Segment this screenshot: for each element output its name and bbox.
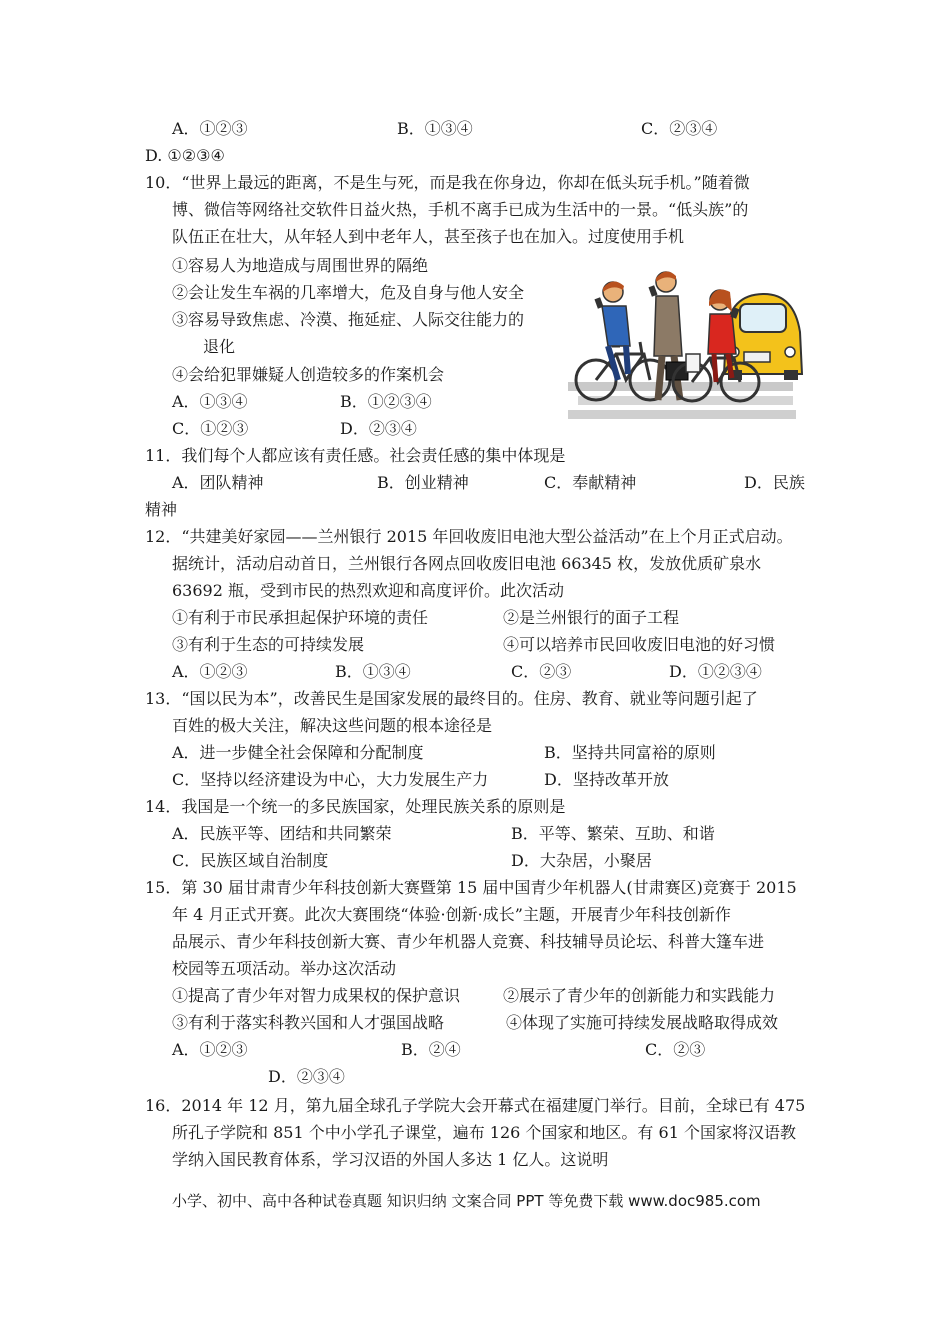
q14-option-b: B．平等、繁荣、互助、和谐: [511, 824, 715, 843]
q15-stem-line-4: 校园等五项活动。举办这次活动: [172, 959, 397, 978]
q10-option-b: B．①②③④: [340, 392, 432, 411]
q10-statement-3-cont: 退化: [203, 337, 236, 356]
q15-option-a: A．①②③: [172, 1040, 248, 1059]
q13-option-b: B．坚持共同富裕的原则: [544, 743, 716, 762]
q11-option-d: D．民族: [744, 473, 805, 492]
q15-stem-line-3: 品展示、青少年科技创新大赛、青少年机器人竞赛、科技辅导员论坛、科普大篷车进: [172, 932, 765, 951]
q9-option-a: A．①②③: [172, 119, 248, 138]
q11-stem: 11．我们每个人都应该有责任感。社会责任感的集中体现是: [145, 446, 566, 465]
q11-option-b: B．创业精神: [377, 473, 469, 492]
q10-statement-1: ①容易人为地造成与周围世界的隔绝: [172, 256, 429, 275]
q11-option-d-cont: 精神: [145, 500, 178, 519]
q12-option-c: C．②③: [511, 662, 572, 681]
page-footer: 小学、初中、高中各种试卷真题 知识归纳 文案合同 PPT 等免费下载 www.doc985.com: [172, 1192, 761, 1210]
q16-stem-line-1: 16．2014 年 12 月，第九届全球孔子学院大会开幕式在福建厦门举行。目前，全球已有 475: [145, 1096, 806, 1115]
q9-option-d: D. ①②③④: [145, 146, 225, 165]
q16-stem-line-2: 所孔子学院和 851 个中小学孔子课堂，遍布 126 个国家和地区。有 61 个国家将汉语教: [172, 1123, 796, 1142]
q12-statement-1: ①有利于市民承担起保护环境的责任: [172, 608, 429, 627]
q10-stem-line-1: 10．“世界上最远的距离，不是生与死，而是我在你身边，你却在低头玩手机。”随着微: [145, 173, 750, 192]
q12-option-a: A．①②③: [172, 662, 248, 681]
q11-option-a: A．团队精神: [172, 473, 264, 492]
q12-option-b: B．①③④: [335, 662, 411, 681]
q15-stem-line-1: 15．第 30 届甘肃青少年科技创新大赛暨第 15 届中国青少年机器人(甘肃赛区)竞赛于 2015: [145, 878, 797, 897]
q13-option-a: A．进一步健全社会保障和分配制度: [172, 743, 424, 762]
q15-stem-line-2: 年 4 月正式开赛。此次大赛围绕“体验·创新·成长”主题，开展青少年科技创新作: [172, 905, 731, 924]
q12-option-d: D．①②③④: [669, 662, 762, 681]
q14-option-c: C．民族区域自治制度: [172, 851, 329, 870]
q9-option-b: B．①③④: [397, 119, 473, 138]
q10-statement-3: ③容易导致焦虑、冷漠、拖延症、人际交往能力的: [172, 310, 525, 329]
q15-statement-1: ①提高了青少年对智力成果权的保护意识: [172, 986, 461, 1005]
q10-option-d: D．②③④: [340, 419, 417, 438]
q10-statement-4: ④会给犯罪嫌疑人创造较多的作案机会: [172, 365, 445, 384]
q14-option-d: D．大杂居，小聚居: [511, 851, 652, 870]
q13-stem-line-2: 百姓的极大关注，解决这些问题的根本途径是: [172, 716, 493, 735]
q14-option-a: A．民族平等、团结和共同繁荣: [172, 824, 392, 843]
q14-stem: 14．我国是一个统一的多民族国家，处理民族关系的原则是: [145, 797, 566, 816]
q10-statement-2: ②会让发生车祸的几率增大，危及自身与他人安全: [172, 283, 525, 302]
q13-option-d: D．坚持改革开放: [544, 770, 669, 789]
q10-stem-line-3: 队伍正在壮大，从年轻人到中老年人，甚至孩子也在加入。过度使用手机: [172, 227, 685, 246]
q12-statement-2: ②是兰州银行的面子工程: [503, 608, 680, 627]
q16-stem-line-3: 学纳入国民教育体系，学习汉语的外国人多达 1 亿人。这说明: [172, 1150, 609, 1169]
q12-stem-line-2: 据统计，活动启动首日，兰州银行各网点回收废旧电池 66345 枚，发放优质矿泉水: [172, 554, 762, 573]
q15-option-d: D．②③④: [268, 1067, 345, 1086]
q13-option-c: C．坚持以经济建设为中心，大力发展生产力: [172, 770, 489, 789]
q15-statement-3: ③有利于落实科教兴国和人才强国战略: [172, 1013, 445, 1032]
q12-stem-line-3: 63692 瓶，受到市民的热烈欢迎和高度评价。此次活动: [172, 581, 564, 600]
q13-stem-line-1: 13．“国以民为本”，改善民生是国家发展的最终目的。住房、教育、就业等问题引起了: [145, 689, 758, 708]
q15-option-c: C．②③: [645, 1040, 706, 1059]
q15-statement-2: ②展示了青少年的创新能力和实践能力: [503, 986, 776, 1005]
q10-option-a: A．①③④: [172, 392, 248, 411]
q12-statement-4: ④可以培养市民回收废旧电池的好习惯: [503, 635, 776, 654]
q11-option-c: C．奉献精神: [544, 473, 637, 492]
q15-statement-4: ④体现了实施可持续发展战略取得成效: [506, 1013, 779, 1032]
q12-statement-3: ③有利于生态的可持续发展: [172, 635, 365, 654]
q10-stem-line-2: 博、微信等网络社交软件日益火热，手机不离手已成为生活中的一景。“低头族”的: [172, 200, 749, 219]
people-using-phones-cycling-icon: [568, 262, 808, 427]
q9-option-c: C．②③④: [641, 119, 718, 138]
q10-option-c: C．①②③: [172, 419, 249, 438]
q15-option-b: B．②④: [401, 1040, 461, 1059]
q12-stem-line-1: 12．“共建美好家园——兰州银行 2015 年回收废旧电池大型公益活动”在上个月正式启动。: [145, 527, 793, 546]
